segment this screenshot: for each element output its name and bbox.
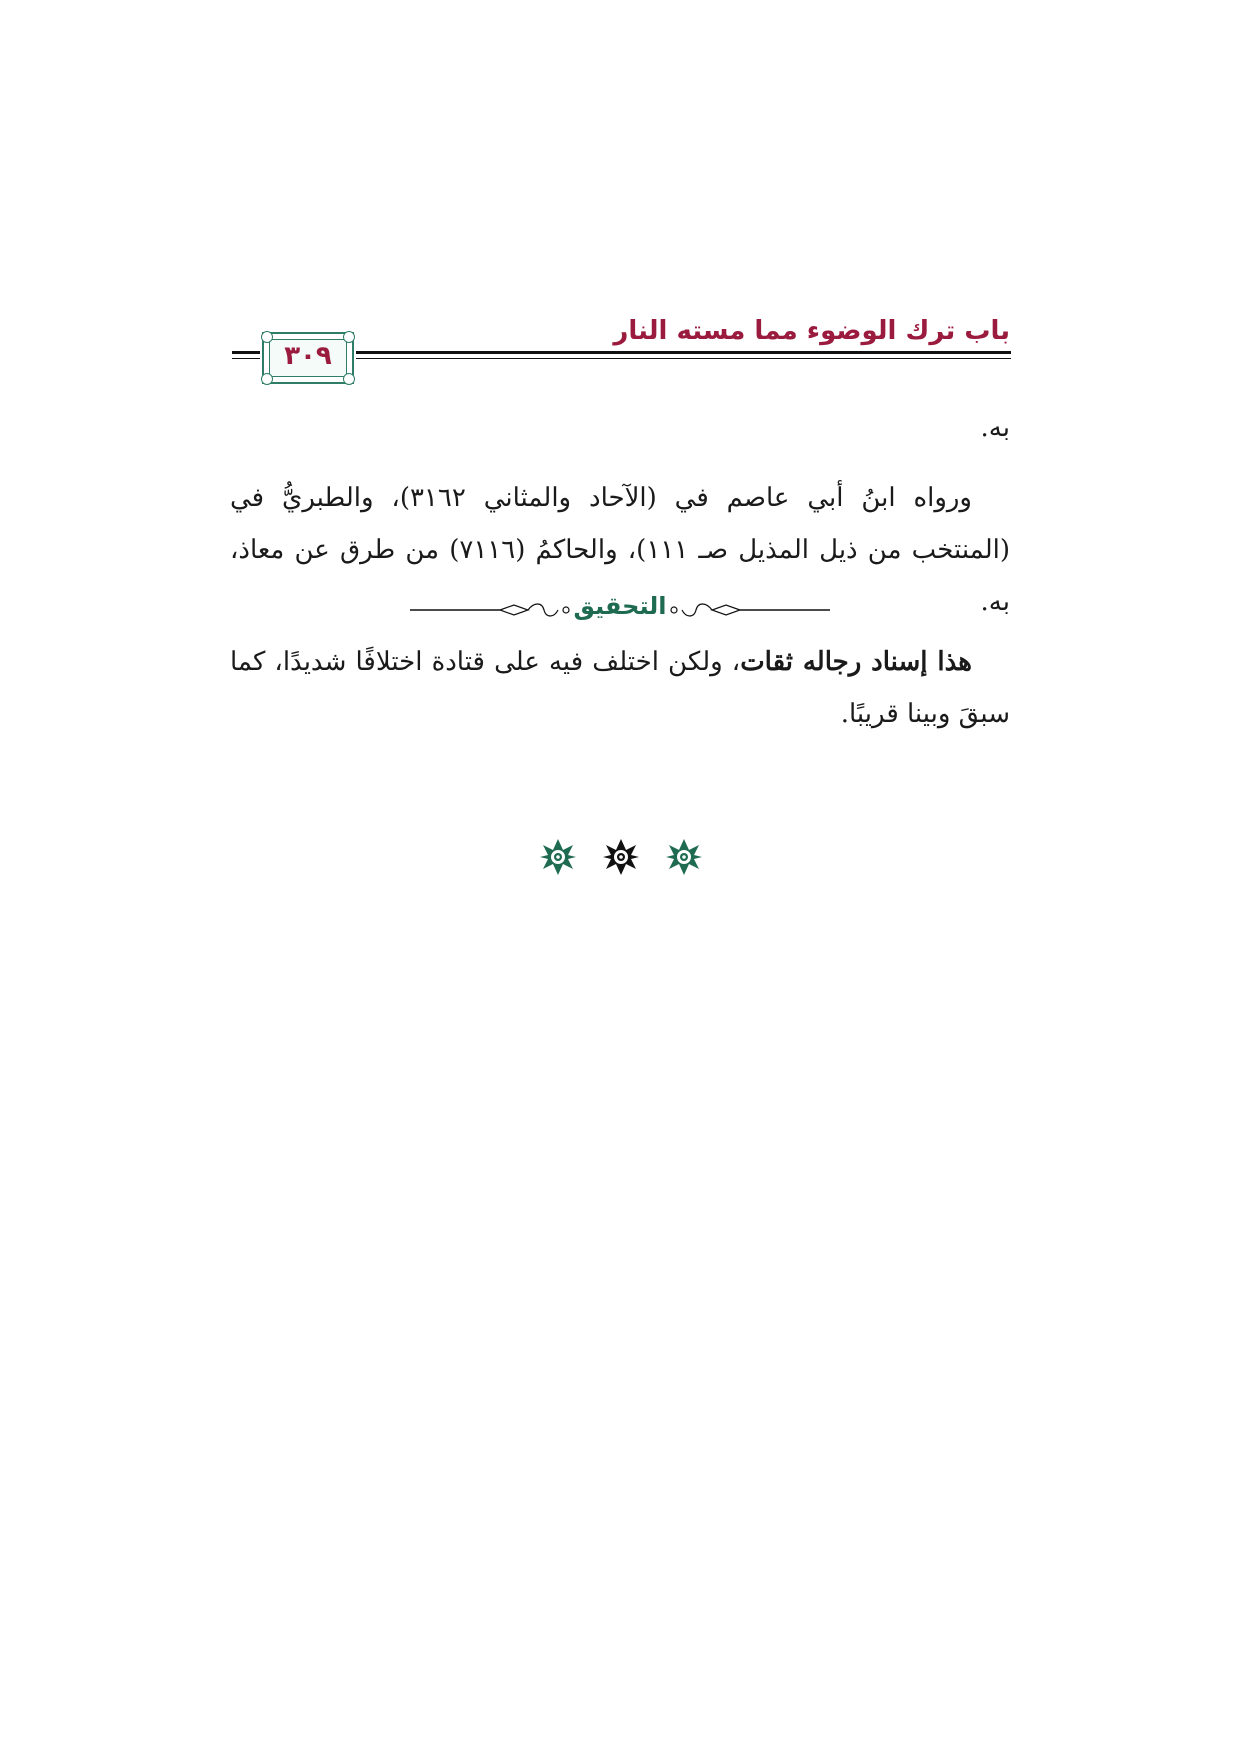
flower-icon-left: [540, 839, 576, 875]
paragraph-bold-lead: هذا إسناد رجاله ثقات: [740, 647, 972, 677]
paragraph-tahqiq: [230, 636, 1010, 740]
chapter-title: باب ترك الوضوء مما مسته النار: [613, 316, 1010, 346]
end-ornament: [536, 834, 706, 880]
page-number-frame: [262, 332, 354, 384]
frame-corner-ornament: [343, 373, 355, 385]
frame-corner-ornament: [261, 373, 273, 385]
header-rule-right-top: [356, 351, 1011, 354]
paragraph-takhrij: ورواه ابنُ أبي عاصم في (الآحاد والمثاني ٣١٦٢)، والطبريُّ في (المنتخب من ذيل المذيل صـ ١١١)، والحاكمُ (٧١١٦) من طرق عن معاذ، به.: [230, 483, 1010, 617]
page-number: ٣٠٩: [284, 341, 332, 371]
paragraph-continuation: به.: [980, 413, 1010, 443]
flower-icon-center: [603, 839, 639, 875]
header-rule-left-bottom: [232, 358, 260, 359]
section-title: التحقيق: [573, 592, 667, 620]
header-rule-right-bottom: [356, 358, 1011, 359]
header-rule-left-top: [232, 351, 260, 354]
section-divider: [410, 590, 830, 630]
flower-icon-right: [666, 839, 702, 875]
paragraph-rest: ، ولكن اختلف فيه على قتادة اختلافًا شديدًا، كما سبقَ وبينا قريبًا.: [230, 647, 1010, 729]
